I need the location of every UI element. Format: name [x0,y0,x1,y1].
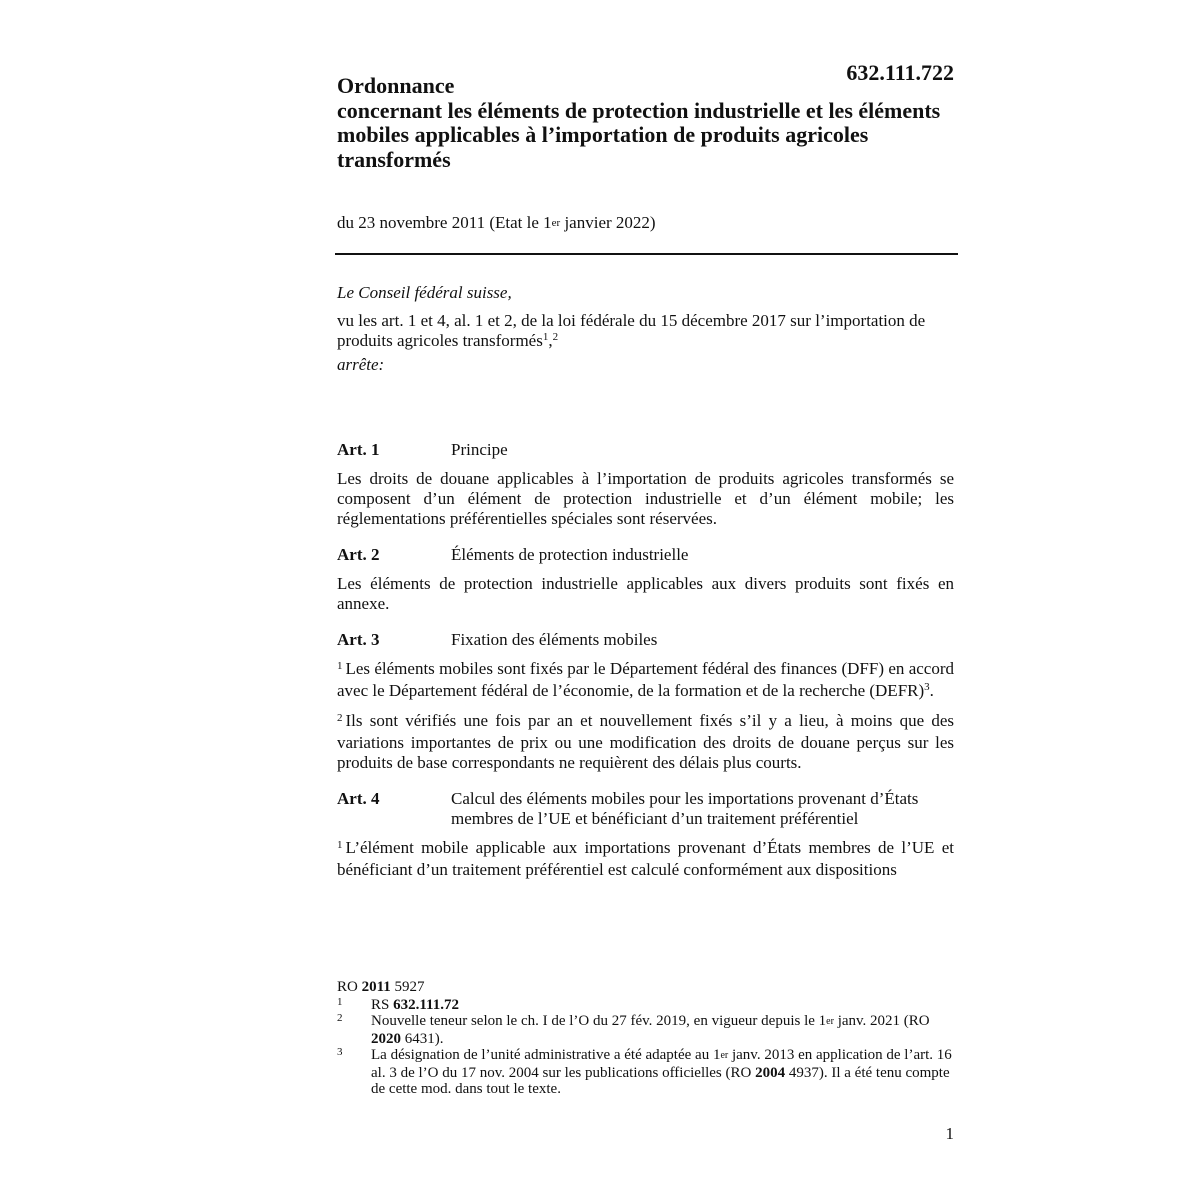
article-heading [337,440,954,460]
article-number: Art. 3 [337,630,380,649]
article-1 [337,440,954,529]
article-number: Art. 4 [337,789,380,808]
article-heading [337,789,954,829]
footnote-text-part: 4937). Il a été tenu compte de cette mod. dans tout le texte. [371,1065,950,1097]
footnote-bold-ref: 632.111.72 [393,997,459,1013]
footnotes [337,979,954,1097]
preamble-issuer: Le Conseil fédéral suisse, [337,283,512,302]
title-subject: concernant les éléments de protection industrielle et les éléments mobiles applicables à l’importation de produits agricoles transformés [337,97,941,172]
footnote-bold-ref: 2004 [755,1065,786,1081]
footnote-sup: er [826,1016,834,1027]
footnote-sup: er [720,1050,729,1061]
header-divider [335,253,958,255]
footnote-text-part: 6431). [401,1031,444,1047]
preamble-legal-basis [337,311,954,353]
footnote-number: 3 [337,1046,343,1058]
footnote-text [371,1013,954,1047]
preamble-decree: arrête: [337,355,385,374]
date-sup: er [551,217,561,229]
article-title: Principe [451,440,508,459]
article-number: Art. 1 [337,440,380,459]
paragraph-tail: . [929,681,934,700]
footnote-ref-separator: , [548,331,553,350]
footnote-text-part: La désignation de l’unité administrative a été adaptée au 1 [371,1047,721,1063]
article-number: Art. 2 [337,545,380,564]
title-line-ordonnance: Ordonnance [337,73,455,98]
footnote-text-part: Nouvelle teneur selon le ch. I de l’O du 27 fév. 2019, en vigueur depuis le 1 [371,1013,827,1029]
footnote-text-part: janv. 2021 (RO [833,1013,930,1029]
footnote-ref-1[interactable]: 1 [542,331,549,343]
articles [337,440,954,896]
footnote-number: 1 [337,996,343,1008]
preamble [337,283,954,375]
document-title [337,74,947,172]
article-paragraph [337,711,954,773]
article-2 [337,545,954,614]
article-title: Fixation des éléments mobiles [451,630,658,649]
ro-prefix: RO [337,979,362,995]
date-suffix: janvier 2022) [560,213,656,232]
footnote-number: 2 [337,1012,343,1024]
date-line [337,212,656,236]
footnote-bold-ref: 2020 [371,1031,401,1047]
footnote-ref-2[interactable]: 2 [552,331,559,343]
article-title: Éléments de protection industrielle [451,545,689,564]
ro-reference [337,979,954,995]
page-number: 1 [945,1124,954,1143]
footnote-text-part: janv. 2013 en application de l’art. 16 al. 3 de l’O du 17 nov. 2004 sur les publications officielles (RO [371,1047,952,1081]
paragraph-number: 1 [337,660,343,672]
footnote-1 [337,997,954,1013]
footnote-2 [337,1013,954,1047]
sr-number: 632.111.722 [846,60,954,85]
ro-page: 5927 [390,979,425,995]
paragraph-number: 2 [337,712,343,724]
article-3 [337,630,954,773]
footnote-text [371,997,954,1013]
paragraph-number: 1 [337,839,343,851]
article-paragraph [337,659,954,703]
footnote-ref-3[interactable]: 3 [924,681,930,693]
paragraph-text: L’élément mobile applicable aux importations provenant d’États membres de l’UE et bénéficiant d’un traitement préférentiel est calculé conformément aux dispositions [337,838,954,879]
legal-basis-text: vu les art. 1 et 4, al. 1 et 2, de la loi fédérale du 15 décembre 2017 sur l’importation de produits agricoles transformés [337,311,926,350]
footnote-3 [337,1047,954,1097]
article-heading [337,545,954,565]
paragraph-text: Ils sont vérifiés une fois par an et nouvellement fixés s’il y a lieu, à moins que des variations importantes de prix ou une modification des droits de douane perçus sur les produits de base correspondants ne requièrent des délais plus courts. [337,711,954,772]
article-4 [337,789,954,880]
article-heading [337,630,954,650]
article-title: Calcul des éléments mobiles pour les importations provenant d’États membres de l’UE et bénéficiant d’un traitement préférentiel [451,789,919,828]
footnote-text [371,1047,954,1097]
article-paragraph: Les droits de douane applicables à l’importation de produits agricoles transformés se composent d’un élément de protection industrielle et d’un élément mobile; les réglementations préférentielles spéciales sont réservées. [337,469,954,528]
date-prefix: du 23 novembre 2011 (Etat le 1 [337,213,552,232]
article-paragraph: Les éléments de protection industrielle applicables aux divers produits sont fixés en annexe. [337,574,954,613]
ro-year: 2011 [361,979,391,995]
article-paragraph [337,838,954,880]
footnote-text-part: RS [371,997,394,1013]
paragraph-text: Les éléments mobiles sont fixés par le Département fédéral des finances (DFF) en accord avec le Département fédéral de l’économie, de la formation et de la recherche (DEFR) [337,659,954,700]
